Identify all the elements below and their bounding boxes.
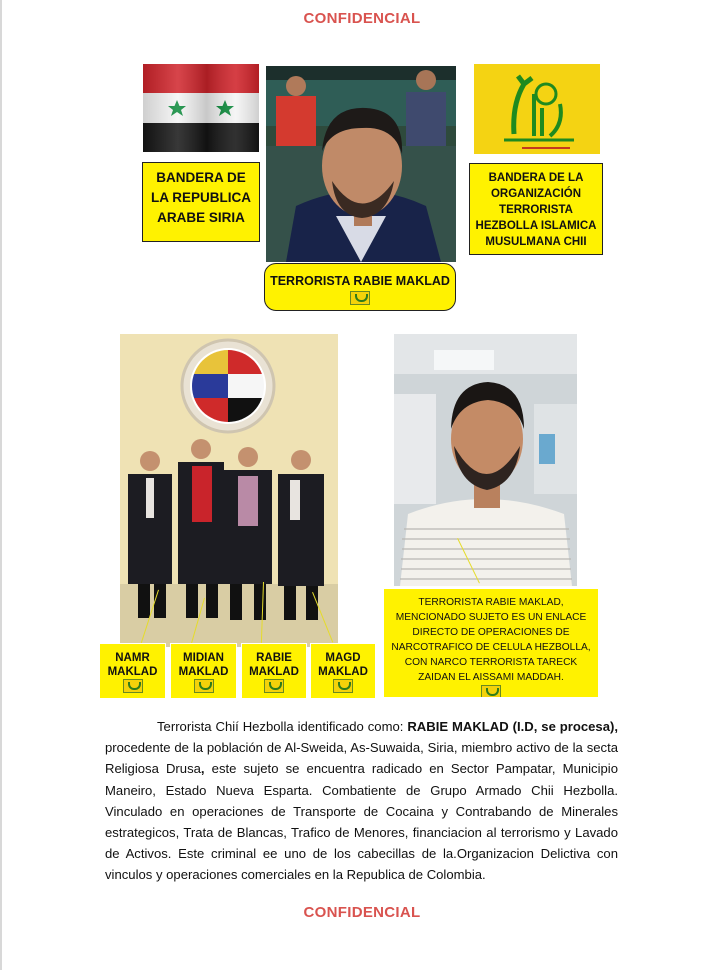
paragraph-part2: procedente de la población de Al-Sweida, As-Suwaida, Siria, miembro activo de la secta Religiosa Drusa <box>105 740 618 777</box>
hezbollah-logo-icon <box>194 679 214 693</box>
syria-flag-image <box>143 64 259 152</box>
hezbollah-logo-icon <box>264 679 284 693</box>
hezbollah-logo-icon <box>350 291 370 305</box>
rabie-maklad-label-text: TERRORISTA RABIE MAKLAD <box>270 274 450 288</box>
confidential-footer: CONFIDENCIAL <box>303 904 421 921</box>
syria-flag-label: BANDERA DE LA REPUBLICA ARABE SIRIA <box>142 162 260 242</box>
portrait-caption <box>383 588 599 698</box>
paragraph-rest: este sujeto se encuentra radicado en Sector Pampatar, Municipio Maneiro, Estado Nueva Esparta. Combatiente de Grupo Armado Chii Hezbolla. Vinculado en operaciones de Transporte de Cocaina y Contrabando de Minerales estrategicos, Trata de Blancas, Trafico de Menores, financiacion al terrorismo y Lavado de Activos. Este criminal ee uno de los cabecillas de la.Organizacion Delictiva con vinculos y operaciones comerciales en la Republica de Colombia. <box>105 761 618 883</box>
name-label-rabie <box>241 643 307 699</box>
name-last: MAKLAD <box>249 666 299 678</box>
paragraph-comma-bold: , <box>200 761 205 777</box>
hezbollah-flag-image <box>474 64 600 154</box>
name-label-namr <box>99 643 166 699</box>
hezbollah-logo-icon <box>481 685 501 698</box>
hezbollah-logo-icon <box>123 679 143 693</box>
name-last: MAKLAD <box>178 666 229 678</box>
name-first: NAMR <box>115 652 150 664</box>
confidential-header: CONFIDENCIAL <box>303 10 421 27</box>
body-paragraph <box>105 716 618 886</box>
name-first: RABIE <box>256 652 292 664</box>
paragraph-intro: Terrorista Chií Hezbolla identificado como: <box>157 719 408 734</box>
rabie-maklad-label <box>264 263 456 311</box>
rabie-maklad-portrait-photo <box>394 334 577 586</box>
name-first: MIDIAN <box>183 652 224 664</box>
hezbollah-flag-label: BANDERA DE LA ORGANIZACIÓN TERRORISTA HEZBOLLA ISLAMICA MUSULMANA CHII <box>469 163 603 255</box>
name-last: MAKLAD <box>107 666 158 678</box>
name-last: MAKLAD <box>318 666 368 678</box>
maklad-group-photo <box>120 334 338 647</box>
name-first: MAGD <box>325 652 361 664</box>
name-label-magd <box>310 643 376 699</box>
paragraph-name-bold: RABIE MAKLAD (I.D, se procesa), <box>407 719 618 734</box>
rabie-maklad-photo <box>266 66 456 262</box>
name-label-midian <box>170 643 237 699</box>
portrait-caption-text: TERRORISTA RABIE MAKLAD, MENCIONADO SUJETO ES UN ENLACE DIRECTO DE OPERACIONES DE NARCOTRAFICO DE CELULA HEZBOLLA, CON NARCO TERRORISTA TARECK ZAIDAN EL AISSAMI MADDAH. <box>391 597 591 683</box>
hezbollah-logo-icon <box>333 679 353 693</box>
